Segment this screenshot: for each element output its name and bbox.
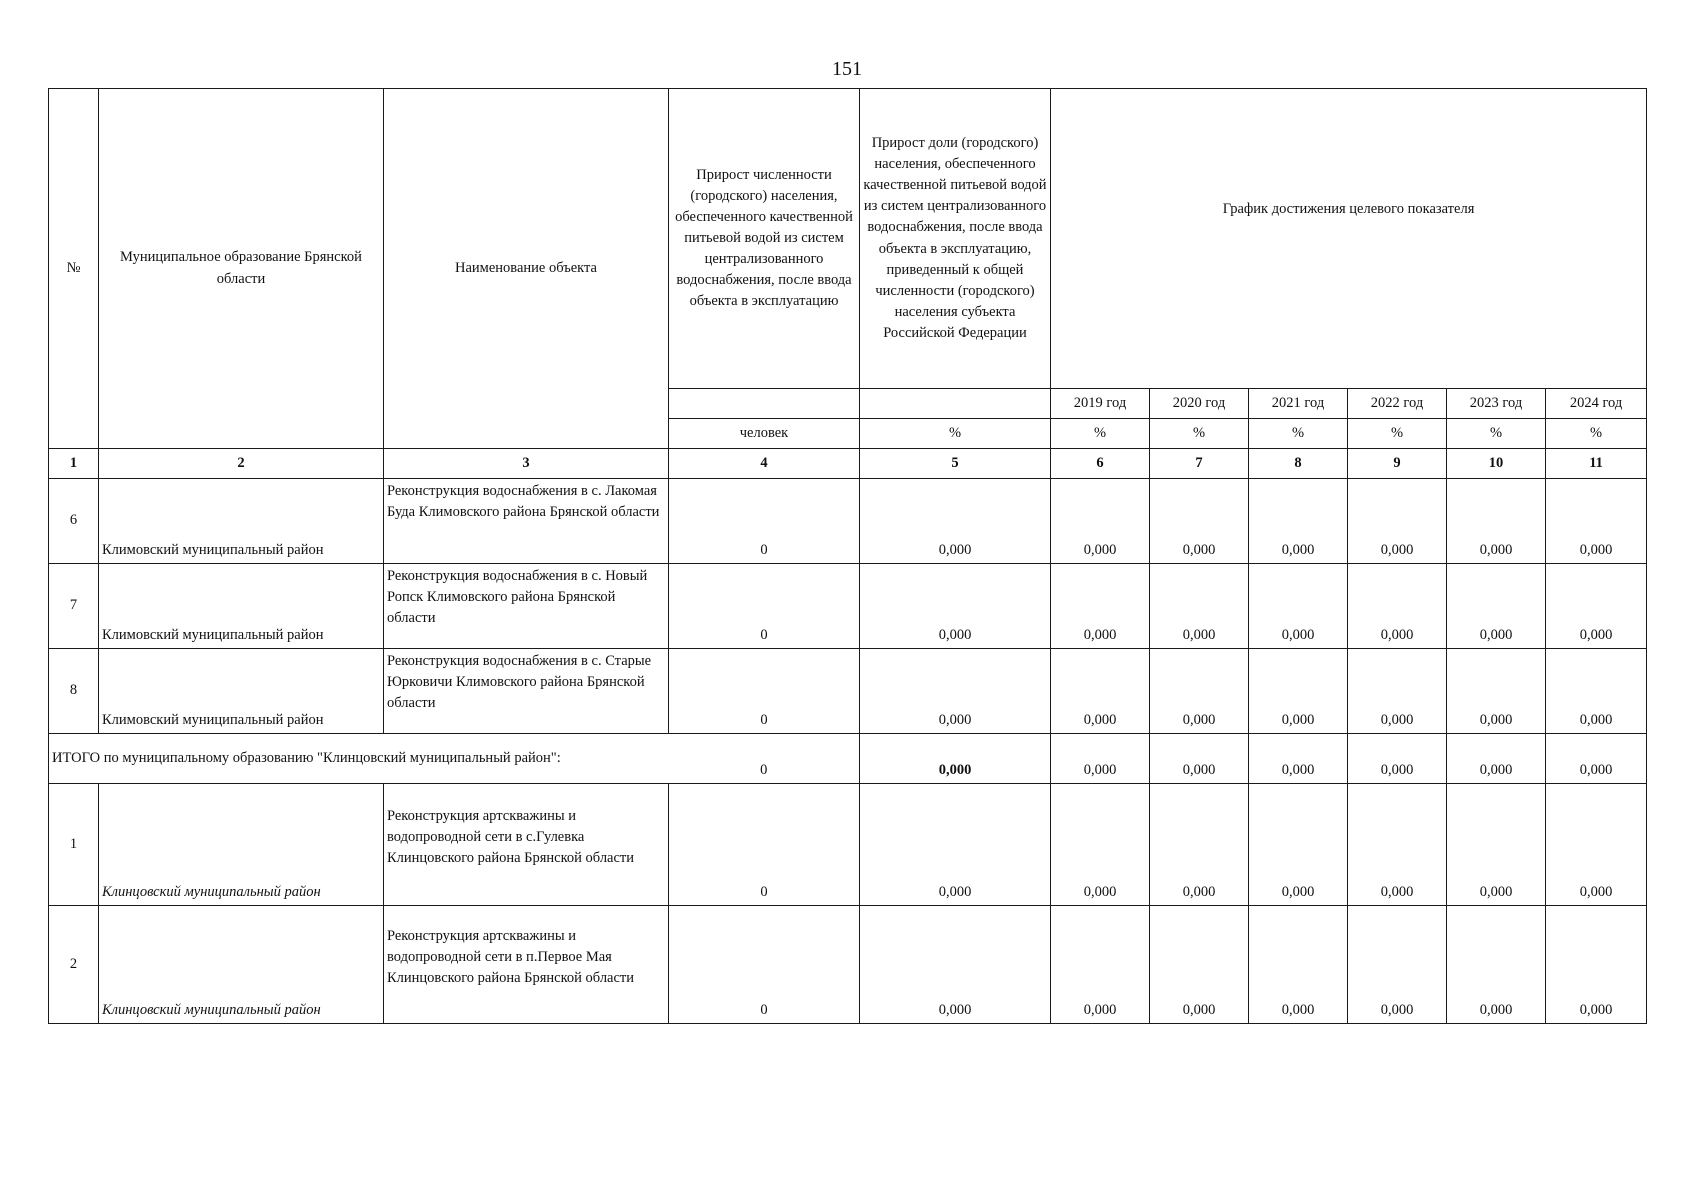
col-number: 3 <box>384 449 669 479</box>
unit-percent: % <box>1150 419 1249 449</box>
row-municipality: Климовский муниципальный район <box>99 649 384 734</box>
header-year-2023: 2023 год <box>1447 389 1546 419</box>
total-year-2019: 0,000 <box>1051 734 1150 784</box>
row-year-2019: 0,000 <box>1051 784 1150 906</box>
header-population-spacer <box>669 389 860 419</box>
header-year-2024: 2024 год <box>1546 389 1647 419</box>
total-year-2022: 0,000 <box>1348 734 1447 784</box>
row-share: 0,000 <box>860 479 1051 564</box>
row-year-2023: 0,000 <box>1447 784 1546 906</box>
page-number: 151 <box>832 58 862 80</box>
total-share: 0,000 <box>860 734 1051 784</box>
row-people: 0 <box>669 784 860 906</box>
row-year-2023: 0,000 <box>1447 479 1546 564</box>
unit-percent: % <box>1447 419 1546 449</box>
table-row <box>49 479 1647 564</box>
header-no: № <box>49 89 99 449</box>
col-number: 5 <box>860 449 1051 479</box>
table-row <box>49 906 1647 1024</box>
row-year-2021: 0,000 <box>1249 649 1348 734</box>
row-year-2022: 0,000 <box>1348 906 1447 1024</box>
row-year-2020: 0,000 <box>1150 479 1249 564</box>
table-row <box>49 564 1647 649</box>
row-year-2020: 0,000 <box>1150 564 1249 649</box>
row-year-2023: 0,000 <box>1447 906 1546 1024</box>
row-year-2022: 0,000 <box>1348 479 1447 564</box>
row-year-2020: 0,000 <box>1150 649 1249 734</box>
row-year-2021: 0,000 <box>1249 564 1348 649</box>
row-people: 0 <box>669 649 860 734</box>
row-year-2019: 0,000 <box>1051 479 1150 564</box>
row-year-2021: 0,000 <box>1249 479 1348 564</box>
col-number: 7 <box>1150 449 1249 479</box>
unit-percent: % <box>1348 419 1447 449</box>
col-number: 11 <box>1546 449 1647 479</box>
header-municipality: Муниципальное образование Брянской области <box>99 89 384 449</box>
header-year-2019: 2019 год <box>1051 389 1150 419</box>
row-year-2021: 0,000 <box>1249 906 1348 1024</box>
row-year-2022: 0,000 <box>1348 784 1447 906</box>
row-year-2022: 0,000 <box>1348 649 1447 734</box>
row-no: 6 <box>49 479 99 564</box>
row-no: 2 <box>49 906 99 1024</box>
row-share: 0,000 <box>860 649 1051 734</box>
row-object: Реконструкция водоснабжения в с. Старые Юрковичи Климовского района Брянской области <box>384 649 669 734</box>
total-year-2023: 0,000 <box>1447 734 1546 784</box>
row-year-2019: 0,000 <box>1051 906 1150 1024</box>
row-people: 0 <box>669 906 860 1024</box>
row-municipality: Климовский муниципальный район <box>99 564 384 649</box>
total-label: ИТОГО по муниципальному образованию "Клинцовский муниципальный район": <box>49 734 669 784</box>
row-no: 7 <box>49 564 99 649</box>
row-object: Реконструкция водоснабжения в с. Лакомая Буда Климовского района Брянской области <box>384 479 669 564</box>
row-share: 0,000 <box>860 784 1051 906</box>
header-year-2020: 2020 год <box>1150 389 1249 419</box>
header-object: Наименование объекта <box>384 89 669 449</box>
header-share-spacer <box>860 389 1051 419</box>
unit-percent: % <box>1546 419 1647 449</box>
row-year-2021: 0,000 <box>1249 784 1348 906</box>
row-people: 0 <box>669 479 860 564</box>
unit-percent: % <box>1249 419 1348 449</box>
col-number: 9 <box>1348 449 1447 479</box>
row-year-2022: 0,000 <box>1348 564 1447 649</box>
col-number: 6 <box>1051 449 1150 479</box>
row-municipality: Клинцовский муниципальный район <box>99 906 384 1024</box>
total-people: 0 <box>669 734 860 784</box>
row-year-2019: 0,000 <box>1051 649 1150 734</box>
row-no: 1 <box>49 784 99 906</box>
total-year-2020: 0,000 <box>1150 734 1249 784</box>
header-population-growth: Прирост численности (городского) населения, обеспеченного качественной питьевой водой из систем централизованного водоснабжения, после ввода объекта в эксплуатацию <box>669 89 860 389</box>
header-schedule: График достижения целевого показателя <box>1051 89 1647 389</box>
col-number: 1 <box>49 449 99 479</box>
row-object: Реконструкция артскважины и водопроводной сети в п.Первое Мая Клинцовского района Брянской области <box>384 906 669 1024</box>
row-year-2020: 0,000 <box>1150 784 1249 906</box>
unit-percent: % <box>860 419 1051 449</box>
row-share: 0,000 <box>860 564 1051 649</box>
column-numbers-row <box>49 449 1647 479</box>
unit-people: человек <box>669 419 860 449</box>
col-number: 4 <box>669 449 860 479</box>
total-row <box>49 734 1647 784</box>
unit-percent: % <box>1051 419 1150 449</box>
col-number: 8 <box>1249 449 1348 479</box>
row-year-2024: 0,000 <box>1546 564 1647 649</box>
row-year-2019: 0,000 <box>1051 564 1150 649</box>
row-year-2024: 0,000 <box>1546 784 1647 906</box>
col-number: 10 <box>1447 449 1546 479</box>
row-municipality: Клинцовский муниципальный район <box>99 784 384 906</box>
table-row <box>49 784 1647 906</box>
row-object: Реконструкция артскважины и водопроводной сети в с.Гулевка Клинцовского района Брянской области <box>384 784 669 906</box>
row-share: 0,000 <box>860 906 1051 1024</box>
row-year-2024: 0,000 <box>1546 906 1647 1024</box>
table-row <box>49 649 1647 734</box>
header-year-2021: 2021 год <box>1249 389 1348 419</box>
row-year-2023: 0,000 <box>1447 564 1546 649</box>
row-year-2024: 0,000 <box>1546 649 1647 734</box>
target-indicator-table <box>48 88 1647 1024</box>
total-year-2021: 0,000 <box>1249 734 1348 784</box>
row-municipality: Климовский муниципальный район <box>99 479 384 564</box>
row-year-2023: 0,000 <box>1447 649 1546 734</box>
row-year-2024: 0,000 <box>1546 479 1647 564</box>
col-number: 2 <box>99 449 384 479</box>
row-people: 0 <box>669 564 860 649</box>
row-year-2020: 0,000 <box>1150 906 1249 1024</box>
header-share-growth: Прирост доли (городского) населения, обеспеченного качественной питьевой водой из систем централизованного водоснабжения, после ввода объекта в эксплуатацию, приведенный к общей численности (городского) населения субъекта Российской Федерации <box>860 89 1051 389</box>
total-year-2024: 0,000 <box>1546 734 1647 784</box>
header-row <box>49 89 1647 389</box>
header-year-2022: 2022 год <box>1348 389 1447 419</box>
row-no: 8 <box>49 649 99 734</box>
row-object: Реконструкция водоснабжения в с. Новый Ропск Климовского района Брянской области <box>384 564 669 649</box>
